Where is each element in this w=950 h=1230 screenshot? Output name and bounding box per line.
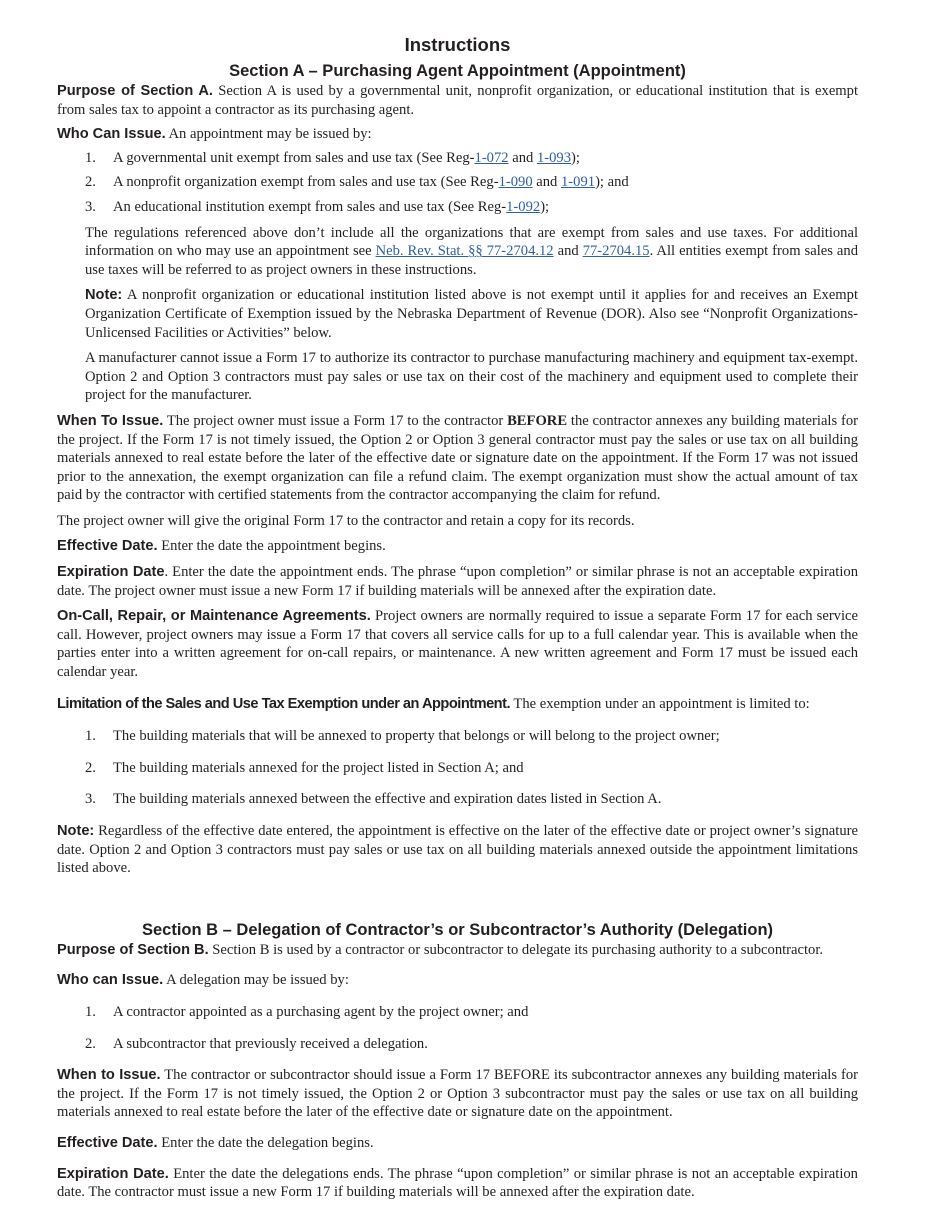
- statute-link[interactable]: 77-2704.15: [582, 243, 650, 260]
- list-item: 1. A governmental unit exempt from sales and use tax (See Reg-1-072 and 1-093);: [85, 149, 580, 166]
- list-item: 1. A contractor appointed as a purchasing agent by the project owner; and: [85, 1003, 529, 1020]
- reg-link[interactable]: 1-092: [506, 198, 541, 215]
- section-b-who: Who can Issue. A delegation may be issued by:: [57, 972, 349, 989]
- who-text: An appointment may be issued by:: [168, 126, 372, 143]
- section-b-who-list: [57, 1003, 858, 1053]
- list-item: 2. The building materials annexed for the project listed in Section A; and: [85, 759, 524, 776]
- section-a-who-list: [57, 149, 858, 217]
- section-a-who: [57, 125, 858, 144]
- original-form-paragraph: The project owner will give the original Form 17 to the contractor and retain a copy for its records.: [57, 512, 635, 529]
- section-a-when: When To Issue. The project owner must issue a Form 17 to the contractor BEFORE the contractor annexes any building materials for the project. If the Form 17 is not timely issued, the Option 2 or Option 3 general contractor must pay the sales or use tax on all building materials annexed to real estate before the later of the effective date or signature date on the appointment. If the Form 17 was not issued prior to the annexation, the exempt organization can file a refund claim. The exempt organization must show the actual amount of tax paid by the contractor with certified statements from the contractor accompanying the claim for refund.: [57, 412, 858, 504]
- note-lead: Note:: [85, 287, 123, 304]
- section-b-heading: Section B – Delegation of Contractor’s or Subcontractor’s Authority (Delegation): [141, 920, 774, 939]
- instructions-page: [57, 34, 858, 1202]
- section-b-effective-date: Effective Date. Enter the date the delegation begins.: [57, 1134, 374, 1151]
- section-a-limitation: Limitation of the Sales and Use Tax Exemption under an Appointment. The exemption under an appointment is limited to:: [57, 695, 810, 712]
- section-a-heading: Section A – Purchasing Agent Appointment (Appointment): [229, 62, 686, 80]
- section-b-purpose: Purpose of Section B. Section B is used by a contractor or subcontractor to delegate its purchasing authority to a subcontractor.: [57, 941, 824, 958]
- reg-link[interactable]: 1-090: [498, 174, 533, 191]
- list-item: 1. The building materials that will be annexed to property that belongs or will belong to the project owner;: [85, 728, 720, 745]
- regs-paragraph: The regulations referenced above don’t include all the organizations that are exempt from sales and use taxes. For additional information on who may use an appointment see Neb. Rev. Stat. §§ 77-2704.12 and 77-2704.15. All entities exempt from sales and use taxes will be referred to as project owners in these instructions.: [85, 224, 858, 278]
- section-a-oncall: On-Call, Repair, or Maintenance Agreements. Project owners are normally required to issue a separate Form 17 for each service call. However, project owners may issue a Form 17 that covers all service calls for up to a full calendar year. This is available when the parties enter into a written agreement for on-call repairs, or maintenance. A new written agreement and Form 17 must be issued each calendar year.: [57, 608, 858, 681]
- who-lead: Who Can Issue.: [57, 126, 166, 143]
- section-a-limitation-list: [57, 727, 858, 809]
- list-item: 3. The building materials annexed between the effective and expiration dates listed in Section A.: [85, 791, 662, 808]
- manufacturer-paragraph: A manufacturer cannot issue a Form 17 to authorize its contractor to purchase manufacturing machinery and equipment tax-exempt. Option 2 and Option 3 contractors must pay sales or use tax on their cost of the machinery and equipment used to complete their project for the manufacturer.: [85, 350, 858, 404]
- list-item: 2. A subcontractor that previously received a delegation.: [85, 1035, 428, 1052]
- note-exempt-certificate: Note: A nonprofit organization or educational institution listed above is not exempt until it applies for and receives an Exempt Organization Certificate of Exemption issued by the Nebraska Department of Revenue (DOR). Also see “Nonprofit Organizations- Unlicensed Facilities or Activities” below.: [85, 287, 858, 341]
- when-lead: When To Issue.: [57, 412, 164, 429]
- section-b-when: When to Issue. The contractor or subcontractor should issue a Form 17 BEFORE its subcontractor annexes any building materials for the project. If the Form 17 is not timely issued, the Option 2 or Option 3 subcontractor must pay the sales or use tax on all building materials annexed to real estate before the later of the effective date or signature date on the appointment.: [57, 1067, 858, 1121]
- statute-link[interactable]: Neb. Rev. Stat. §§ 77-2704.12: [375, 243, 554, 260]
- section-a-purpose: [57, 82, 858, 119]
- reg-link[interactable]: 1-093: [536, 149, 572, 166]
- page-title: Instructions: [404, 34, 511, 55]
- purpose-text: Section A is used by a governmental unit, nonprofit organization, or educational institution that is exempt from sales tax to appoint a contractor as its purchasing agent.: [57, 83, 858, 118]
- section-a-effective-date: Effective Date. Enter the date the appointment begins.: [57, 538, 386, 555]
- list-item: 3. An educational institution exempt from sales and use tax (See Reg-1-092);: [85, 198, 550, 215]
- list-item: 2. A nonprofit organization exempt from sales and use tax (See Reg-1-090 and 1-091); and: [85, 174, 629, 191]
- section-b-expiration-date: Expiration Date. Enter the date the delegations ends. The phrase “upon completion” or similar phrase is not an acceptable expiration date. The contractor must issue a new Form 17 if building materials will be annexed after the expiration date.: [57, 1165, 858, 1201]
- reg-link[interactable]: 1-072: [474, 149, 509, 166]
- purpose-lead: Purpose of Section A.: [57, 83, 213, 99]
- reg-link[interactable]: 1-091: [561, 174, 596, 191]
- section-a-expiration-date: Expiration Date. Enter the date the appointment ends. The phrase “upon completion” or similar phrase is not an acceptable expiration date. The project owner must issue a new Form 17 if building materials will be annexed after the expiration date.: [57, 564, 858, 599]
- section-a-note-effective: Note: Regardless of the effective date entered, the appointment is effective on the later of the effective date or project owner’s signature date. Option 2 and Option 3 contractors must pay sales or use tax on all building materials annexed outside the appointment limitations listed above.: [57, 823, 858, 877]
